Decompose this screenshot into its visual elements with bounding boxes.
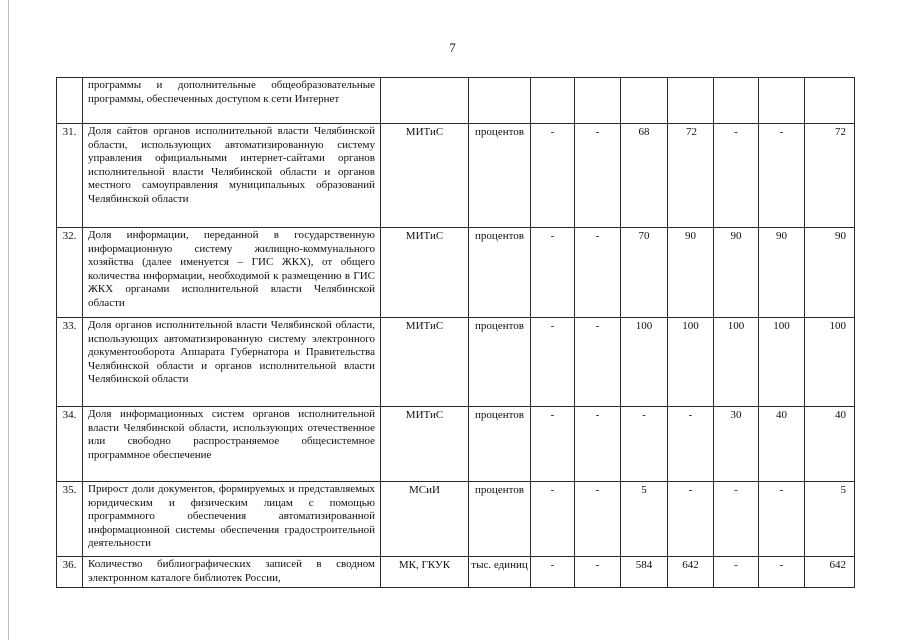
agency-cell: МИТиС [381, 407, 469, 482]
table-row [57, 557, 855, 588]
value-cell: - [575, 124, 621, 228]
value-cell: 5 [805, 482, 855, 557]
value-cell: - [714, 482, 759, 557]
value-cell [805, 78, 855, 124]
value-cell: 642 [668, 557, 714, 588]
value-cell [714, 78, 759, 124]
value-cell: - [531, 124, 575, 228]
indicators-table [56, 77, 855, 588]
row-number: 34. [57, 407, 83, 482]
indicator-name: Доля информационных систем органов исполнительной власти Челябинской области, использующих отечественное или свободно распространяемое общесистемное программное обеспечение [83, 407, 381, 482]
agency-cell: МИТиС [381, 318, 469, 407]
indicator-name: Прирост доли документов, формируемых и представляемых юридическим и физическим лицам с помощью программного обеспечения автоматизированной информационной системы обеспечения градостроительной деятельности [83, 482, 381, 557]
value-cell: - [575, 228, 621, 318]
unit-cell: процентов [469, 482, 531, 557]
value-cell: - [575, 407, 621, 482]
row-number: 33. [57, 318, 83, 407]
value-cell: 90 [805, 228, 855, 318]
indicator-name: Доля органов исполнительной власти Челябинской области, использующих автоматизированную систему электронного документооборота Аппарата Губернатора и Правительства Челябинской области и органов исполнительной власти Челябинской области [83, 318, 381, 407]
unit-cell: процентов [469, 124, 531, 228]
value-cell [575, 78, 621, 124]
value-cell: - [531, 228, 575, 318]
value-cell: 100 [805, 318, 855, 407]
value-cell: 5 [621, 482, 668, 557]
value-cell: - [531, 318, 575, 407]
value-cell: - [759, 482, 805, 557]
table-row [57, 124, 855, 228]
value-cell: 100 [668, 318, 714, 407]
page-edge-line [8, 0, 9, 640]
value-cell [531, 78, 575, 124]
value-cell: 40 [759, 407, 805, 482]
row-number: 32. [57, 228, 83, 318]
unit-cell: процентов [469, 228, 531, 318]
value-cell: 40 [805, 407, 855, 482]
unit-cell [469, 78, 531, 124]
value-cell: - [531, 407, 575, 482]
indicator-name: программы и дополнительные общеобразовательные программы, обеспеченных доступом к сети Интернет [83, 78, 381, 124]
value-cell: 70 [621, 228, 668, 318]
unit-cell: процентов [469, 407, 531, 482]
value-cell: - [575, 557, 621, 588]
value-cell: 90 [759, 228, 805, 318]
table-row [57, 407, 855, 482]
unit-cell: тыс. единиц [469, 557, 531, 588]
value-cell [668, 78, 714, 124]
value-cell: - [621, 407, 668, 482]
agency-cell: МСиИ [381, 482, 469, 557]
row-number: 31. [57, 124, 83, 228]
indicator-name: Доля сайтов органов исполнительной власти Челябинской области, использующих автоматизированную систему управления официальными интернет-сайтами органов исполнительной власти Челябинской области и органов местного самоуправления муниципальных образований Челябинской области [83, 124, 381, 228]
row-number: 35. [57, 482, 83, 557]
agency-cell: МИТиС [381, 124, 469, 228]
value-cell: - [714, 557, 759, 588]
table-row [57, 482, 855, 557]
value-cell: - [759, 124, 805, 228]
value-cell: 90 [714, 228, 759, 318]
unit-cell: процентов [469, 318, 531, 407]
value-cell: - [531, 557, 575, 588]
value-cell: 642 [805, 557, 855, 588]
value-cell: - [575, 482, 621, 557]
row-number [57, 78, 83, 124]
value-cell: 30 [714, 407, 759, 482]
agency-cell: МК, ГКУК [381, 557, 469, 588]
value-cell: 584 [621, 557, 668, 588]
table-row [57, 78, 855, 124]
value-cell: - [668, 482, 714, 557]
row-number: 36. [57, 557, 83, 588]
value-cell: 100 [714, 318, 759, 407]
indicator-name: Количество библиографических записей в сводном электронном каталоге библиотек России, [83, 557, 381, 588]
table-row [57, 318, 855, 407]
value-cell: 68 [621, 124, 668, 228]
agency-cell [381, 78, 469, 124]
value-cell: - [668, 407, 714, 482]
agency-cell: МИТиС [381, 228, 469, 318]
value-cell [759, 78, 805, 124]
value-cell: 100 [759, 318, 805, 407]
value-cell: 72 [668, 124, 714, 228]
value-cell [621, 78, 668, 124]
value-cell: - [759, 557, 805, 588]
value-cell: - [531, 482, 575, 557]
value-cell: 72 [805, 124, 855, 228]
page-number: 7 [449, 40, 456, 55]
value-cell: - [575, 318, 621, 407]
value-cell: - [714, 124, 759, 228]
table-row [57, 228, 855, 318]
value-cell: 100 [621, 318, 668, 407]
value-cell: 90 [668, 228, 714, 318]
indicator-name: Доля информации, переданной в государственную информационную систему жилищно-коммунального хозяйства (далее именуется – ГИС ЖКХ), от общего количества информации, необходимой к размещению в ГИС ЖКХ органами исполнительной власти Челябинской области [83, 228, 381, 318]
